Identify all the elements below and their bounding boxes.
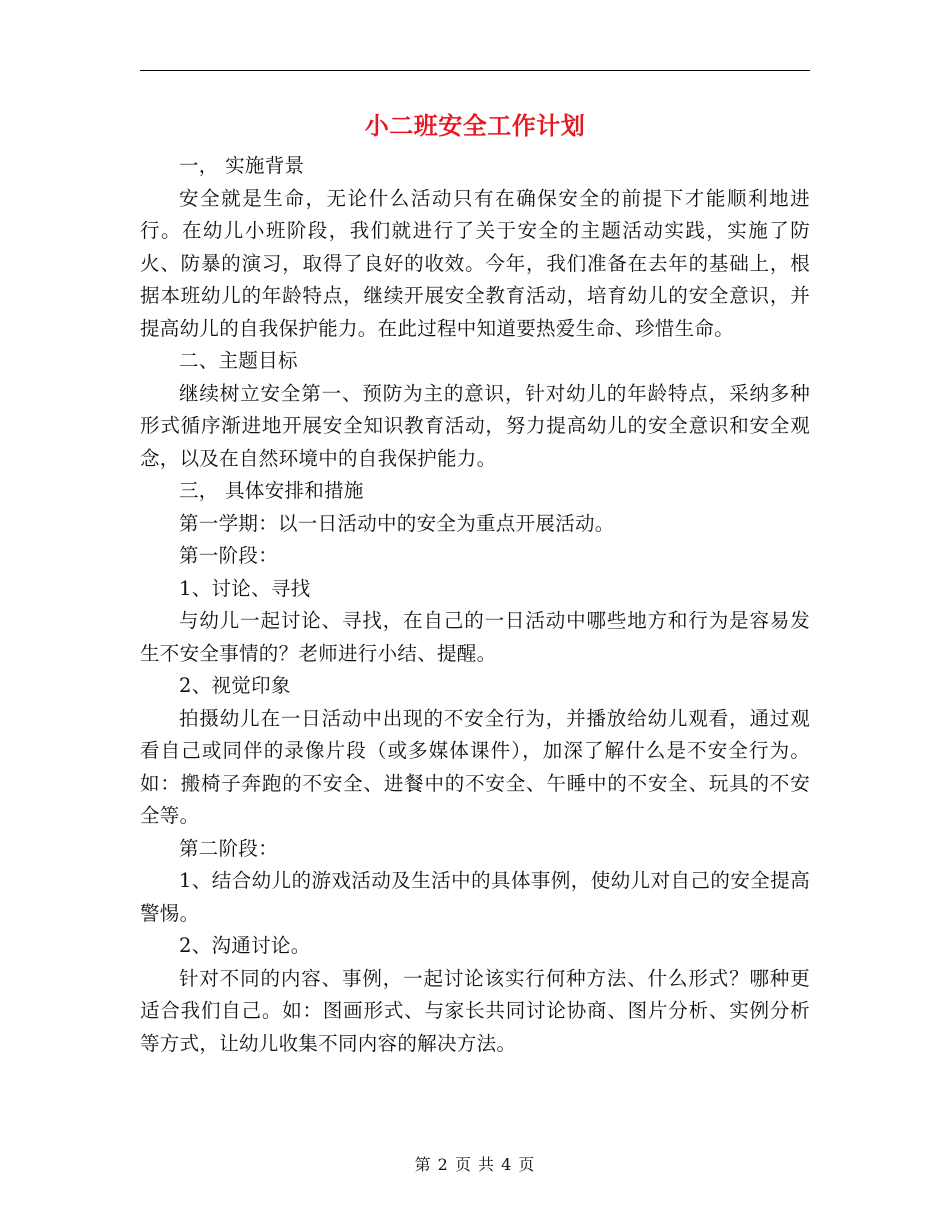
header-rule [140,70,810,71]
list-item-games: 1、结合幼儿的游戏活动及生活中的具体事例，使幼儿对自己的安全提高警惕。 [140,869,810,925]
document-body [140,150,810,1060]
document-title: 小二班安全工作计划 [364,112,586,140]
list-item-visual: 2、视觉印象 [179,674,291,697]
paragraph-background: 安全就是生命，无论什么活动只有在确保安全的前提下才能顺利地进行。在幼儿小班阶段，我们就进行了关于安全的主题活动实践，实施了防火、防暴的演习，取得了良好的收效。今年，我们准备在去年的基础上，根据本班幼儿的年龄特点，继续开展安全教育活动，培育幼儿的安全意识，并提高幼儿的自我保护能力。在此过程中知道要热爱生命、珍惜生命。 [140,186,810,340]
list-item-communicate: 2、沟通讨论。 [179,934,311,957]
paragraph-first-semester: 第一学期：以一日活动中的安全为重点开展活动。 [179,511,615,535]
page-number: 第 2 页 共 4 页 [414,1155,536,1174]
paragraph-visual: 拍摄幼儿在一日活动中出现的不安全行为，并播放给幼儿观看，通过观看自己或同伴的录像片段（或多媒体课件），加深了解什么是不安全行为。如：搬椅子奔跑的不安全、进餐中的不安全、午睡中的不安全、玩具的不安全等。 [140,706,810,827]
list-item-discuss: 1、讨论、寻找 [179,576,311,600]
section-heading-measures: 三， 具体安排和措施 [179,479,364,502]
paragraph-discuss: 与幼儿一起讨论、寻找，在自己的一日活动中哪些地方和行为是容易发生不安全事情的？老师进行小结、提醒。 [140,609,810,665]
subheading-stage-one: 第一阶段： [179,544,279,567]
section-heading-background: 一， 实施背景 [179,154,305,177]
subheading-stage-two: 第二阶段： [179,836,279,860]
section-heading-goals: 二、主题目标 [179,349,298,372]
paragraph-goals: 继续树立安全第一、预防为主的意识，针对幼儿的年龄特点，采纳多种形式循序渐进地开展安全知识教育活动，努力提高幼儿的安全意识和安全观念，以及在自然环境中的自我保护能力。 [140,381,810,470]
paragraph-methods: 针对不同的内容、事例，一起讨论该实行何种方法、什么形式？哪种更适合我们自己。如：图画形式、与家长共同讨论协商、图片分析、实例分析等方式，让幼儿收集不同内容的解决方法。 [140,966,810,1055]
